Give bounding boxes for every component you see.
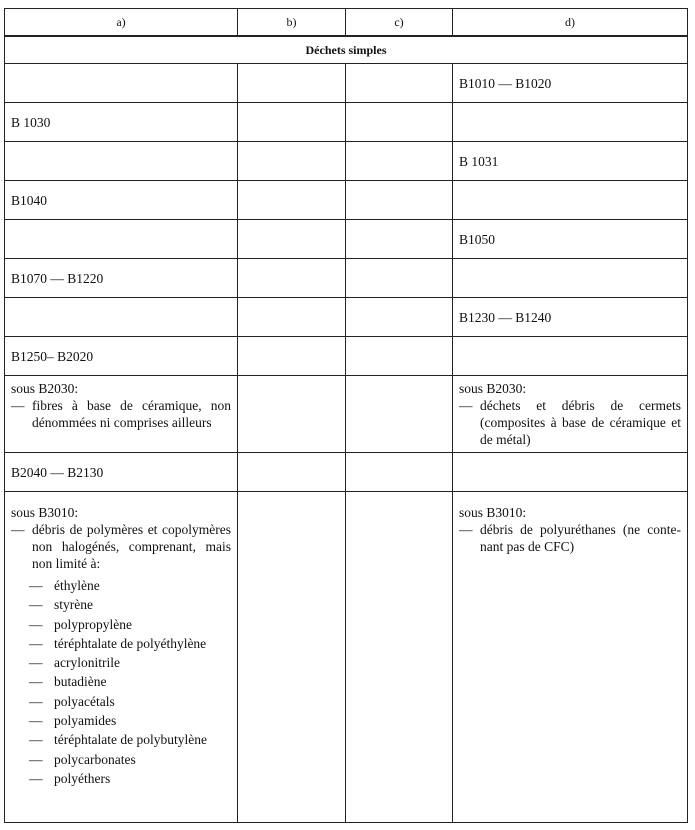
cell-a: B1250– B2020: [5, 337, 238, 376]
dash-marker: —: [11, 522, 25, 537]
cell-b: [238, 337, 346, 376]
list-item-text: polyéthers: [54, 770, 111, 786]
table-row: [5, 142, 688, 181]
cell-c: [346, 103, 453, 142]
list-item-text: polypropylène: [54, 616, 132, 632]
dash-marker: —: [29, 655, 43, 671]
intro-text: sous B2030:: [459, 381, 527, 396]
cell-a-b2030: [5, 376, 238, 453]
intro-text: sous B3010:: [459, 505, 527, 520]
dash-item: [459, 521, 681, 555]
dash-item-text: débris de polyuréthanes (ne contenant pas de CFC): [480, 522, 681, 554]
table-row: [5, 337, 688, 376]
cell-c: [346, 64, 453, 103]
dash-item: [459, 397, 681, 448]
dash-marker: —: [29, 693, 43, 709]
dash-marker: —: [11, 398, 25, 413]
table-row-b2030: [5, 376, 688, 453]
cell-c: [346, 259, 453, 298]
section-row: [5, 36, 688, 64]
list-item-text: butadiène: [54, 674, 107, 690]
cell-d: [453, 337, 688, 376]
cell-d: B1050: [453, 220, 688, 259]
table-row: [5, 298, 688, 337]
header-c: c): [346, 9, 453, 37]
list-item: [29, 653, 231, 672]
header-row: [5, 9, 688, 37]
dash-marker: —: [29, 732, 43, 748]
dash-item: [11, 397, 231, 431]
table-row: [5, 259, 688, 298]
cell-a: [5, 142, 238, 181]
cell-d: B1010 — B1020: [453, 64, 688, 103]
cell-b: [238, 103, 346, 142]
cell-a: [5, 64, 238, 103]
cell-b: [238, 259, 346, 298]
dash-marker: —: [29, 578, 43, 593]
list-item-text: polycarbonates: [54, 751, 136, 767]
dash-marker: —: [29, 597, 43, 613]
list-item: [29, 711, 231, 730]
polymer-list: [11, 576, 231, 788]
list-item: [29, 730, 231, 749]
cell-b: [238, 298, 346, 337]
cell-d: [453, 103, 688, 142]
list-item: [29, 634, 231, 653]
list-item: [29, 769, 231, 788]
cell-c: [346, 298, 453, 337]
cell-c: [346, 376, 453, 453]
dash-marker: —: [459, 398, 473, 413]
list-item: [29, 576, 231, 595]
cell-a: B 1030: [5, 103, 238, 142]
waste-table: [4, 8, 688, 823]
dash-marker: —: [29, 674, 43, 690]
dash-item-text: fibres à base de céramique, non dénommées ni comprises ailleurs: [32, 398, 231, 430]
cell-d: [453, 453, 688, 492]
list-item-text: téréphtalate de polyéthylène: [54, 635, 207, 651]
dash-marker: —: [459, 522, 473, 537]
cell-c: [346, 337, 453, 376]
list-item-text: polyamides: [54, 713, 117, 729]
intro-text: sous B2030:: [11, 381, 79, 396]
cell-a: B1070 — B1220: [5, 259, 238, 298]
cell-a: [5, 220, 238, 259]
header-b: b): [238, 9, 346, 37]
table-row-b3010: [5, 492, 688, 823]
cell-c: [346, 142, 453, 181]
table-row: [5, 220, 688, 259]
cell-d: [453, 259, 688, 298]
header-a: a): [5, 9, 238, 37]
table-row: [5, 453, 688, 492]
list-item: [29, 615, 231, 634]
section-title: Déchets simples: [5, 36, 688, 64]
cell-b: [238, 142, 346, 181]
list-item-text: téréphtalate de polybutylène: [54, 732, 207, 748]
dash-marker: —: [29, 770, 43, 786]
list-item: [29, 750, 231, 769]
cell-d: B1230 — B1240: [453, 298, 688, 337]
cell-d: [453, 181, 688, 220]
cell-a: B1040: [5, 181, 238, 220]
cell-b: [238, 376, 346, 453]
table-row: [5, 64, 688, 103]
cell-d-b3010: [453, 492, 688, 823]
cell-b: [238, 492, 346, 823]
cell-a: B2040 — B2130: [5, 453, 238, 492]
list-item: [29, 692, 231, 711]
table-row: [5, 103, 688, 142]
cell-c: [346, 453, 453, 492]
dash-item: [11, 521, 231, 572]
cell-b: [238, 453, 346, 492]
table-row: [5, 181, 688, 220]
cell-c: [346, 181, 453, 220]
cell-d-b2030: [453, 376, 688, 453]
list-item-text: acrylonitrile: [54, 655, 120, 671]
list-item: [29, 595, 231, 614]
cell-c: [346, 220, 453, 259]
cell-c: [346, 492, 453, 823]
cell-a-b3010: [5, 492, 238, 823]
list-item: [29, 672, 231, 691]
cell-b: [238, 64, 346, 103]
intro-text: sous B3010:: [11, 505, 79, 520]
dash-marker: —: [29, 713, 43, 729]
dash-marker: —: [29, 616, 43, 632]
list-item-text: éthylène: [54, 578, 100, 593]
cell-a: [5, 298, 238, 337]
dash-marker: —: [29, 635, 43, 651]
cell-d: B 1031: [453, 142, 688, 181]
cell-b: [238, 181, 346, 220]
list-item-text: styrène: [54, 597, 93, 613]
header-d: d): [453, 9, 688, 37]
cell-b: [238, 220, 346, 259]
list-item-text: polyacétals: [54, 693, 115, 709]
dash-marker: —: [29, 751, 43, 767]
dash-item-text: débris de polymères et copolymères non halogénés, comprenant, mais non limité à:: [32, 522, 231, 571]
dash-item-text: déchets et débris de cermets (composites à base de céramique et de métal): [480, 398, 681, 447]
